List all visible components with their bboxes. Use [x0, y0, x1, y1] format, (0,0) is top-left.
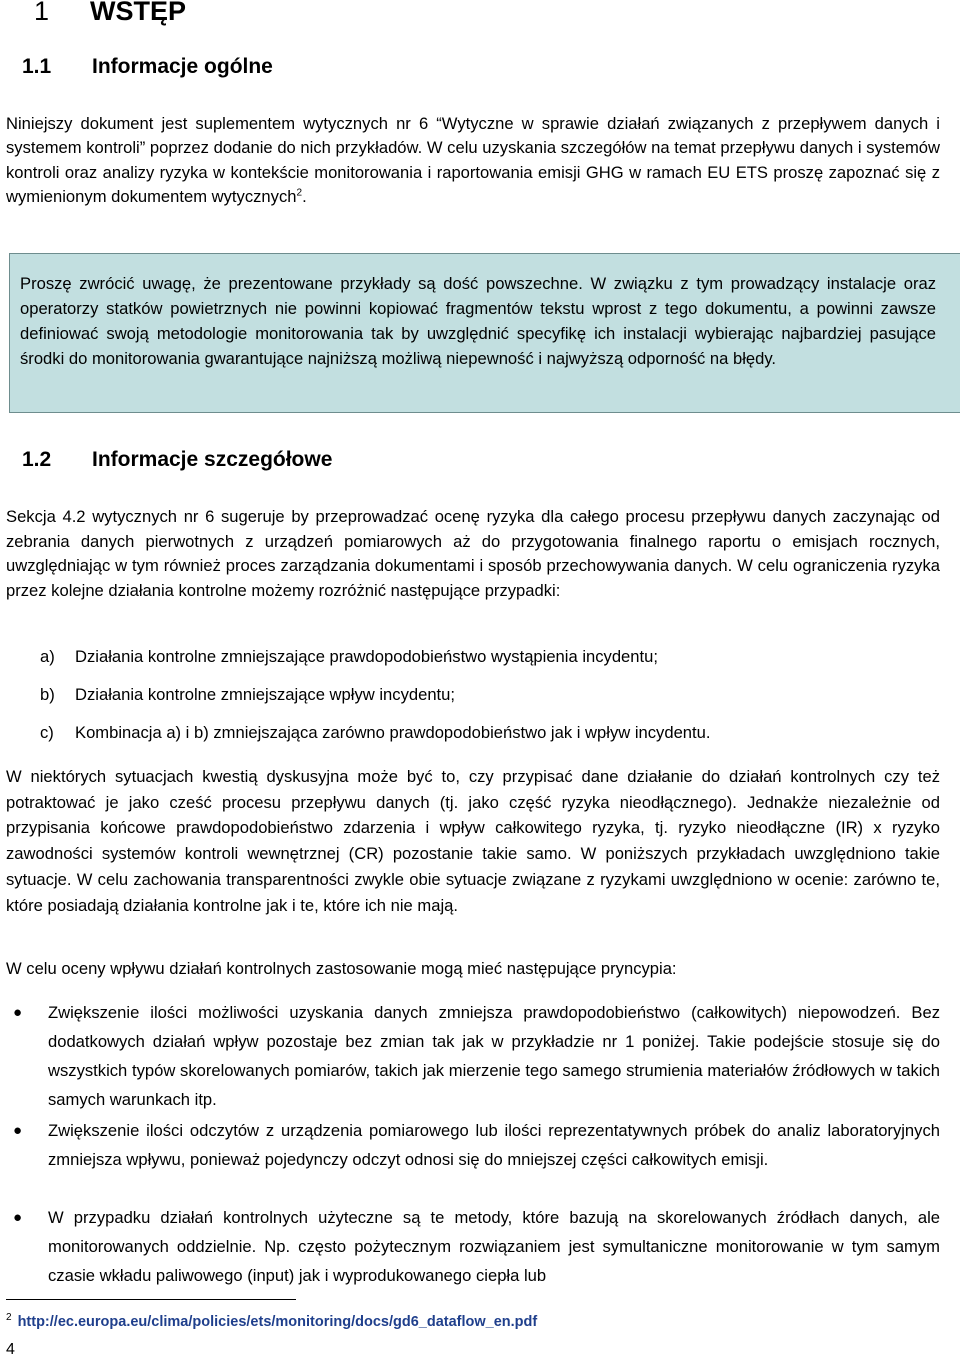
section-title: Informacje szczegółowe — [92, 448, 333, 471]
bullet-icon: ● — [13, 1004, 23, 1021]
bullet-item: ● Zwiększenie ilości odczytów z urządzenia pomiarowego lub ilości reprezentatywnych próbek do analiz laboratoryjnych zmniejsza wpływu, ponieważ pojedynczy odczyt odnosi się do mniejszej części całkowitych emisji. — [6, 1116, 940, 1174]
section-number: 1.2 — [22, 448, 52, 471]
bullet-item: ● Zwiększenie ilości możliwości uzyskania danych zmniejsza prawdopodobieństwo (całkowitych) niepowodzeń. Bez dodatkowych działań wpływ pozostaje bez zmian tak jak w przykładzie nr 1 poniżej. Takie podejście stosuje się do wszystkich typów skorelowanych pomiarów, takich jak mierzenie tego samego strumienia materiałów źródłowych w takich samych warunkach itp. — [6, 998, 940, 1114]
paragraph-control-activities: W niektórych sytuacjach kwestią dyskusyjna może być to, czy przypisać dane działanie do działań kontrolnych czy też potraktować je jako cześć procesu przepływu danych (tj. jako część ryzyka nieodłącznego). Jednakże niezależnie od przypisania końcowe prawdopodobieństwo zdarzenia i wpływ całkowitego ryzyka, tj. ryzyko nieodłączne (IR) x ryzyko zawodności systemów kontroli wewnętrznej (CR) pozostanie takie samo. W poniższych przykładach uwzględniono takie sytuacje. W celu zachowania transparentności zwykle obie sytuacje związane z ryzykami uwzględniono w ocenie: zarówno te, które posiadają działania kontrolne jak i te, które ich nie mają. — [6, 767, 940, 915]
page-number: 4 — [6, 1341, 15, 1358]
paragraph-principles: W celu oceny wpływu działań kontrolnych zastosowanie mogą mieć następujące pryncypia: — [6, 959, 677, 978]
list-item: a) Działania kontrolne zmniejszające prawdopodobieństwo wystąpienia incydentu; — [40, 647, 658, 666]
chapter-number: 1 — [34, 0, 50, 26]
footnote — [6, 1312, 537, 1330]
section-heading-1-2 — [22, 446, 332, 474]
footnote-link[interactable]: http://ec.europa.eu/clima/policies/ets/monitoring/docs/gd6_dataflow_en.pdf — [17, 1313, 538, 1330]
footnote-mark: 2 — [6, 1312, 12, 1323]
footnote-reference[interactable]: 2 — [296, 187, 303, 199]
chapter-heading — [34, 0, 186, 28]
intro-paragraph: Niniejszy dokument jest suplementem wytycznych nr 6 “Wytyczne w sprawie działań związanych z przepływem danych i systemem kontroli” poprzez dodanie do nich przykładów. W celu uzyskania szczegółów na temat przepływu danych i systemów kontroli oraz analizy ryzyka w kontekście monitorowania i raportowania emisji GHG w ramach EU ETS proszę zapoznać się z wymienionym dokumentem wytycznych$^2$. — [6, 114, 940, 206]
paragraph-section-4-2: Sekcja 4.2 wytycznych nr 6 sugeruje by przeprowadzać ocenę ryzyka dla całego procesu przepływu danych zaczynając od zebrania danych pierwotnych z urządzeń pomiarowych aż do przygotowania finalnego raportu o emisjach rocznych, uwzględniając w tym również proces zarządzania dokumentami i sposób przechowywania danych. W celu ograniczenia ryzyka przez kolejne działania kontrolne możemy rozróżnić następujące przypadki: — [6, 507, 940, 600]
bullet-item: ● W przypadku działań kontrolnych użyteczne są te metody, które bazują na skorelowanych źródłach danych, ale monitorowanych oddzielnie. Np. często pożytecznym rozwiązaniem jest symultaniczne monitorowanie w tym samym czasie wkładu paliwowego (input) jak i wyprodukowanego ciepła lub — [6, 1203, 940, 1290]
list-item: c) Kombinacja a) i b) zmniejszająca zarówno prawdopodobieństwo jak i wpływ incydentu. — [40, 723, 711, 742]
bullet-icon: ● — [13, 1122, 23, 1139]
section-number: 1.1 — [22, 55, 52, 78]
section-title: Informacje ogólne — [92, 55, 273, 78]
note-text: Proszę zwrócić uwagę, że prezentowane przykłady są dość powszechne. W związku z tym prowadzący instalacje oraz operatorzy statków powietrznych nie powinni kopiować fragmentów tekstu wprost z tego dokumentu, a powinni zawsze definiować swoją metodologie monitorowania tak by uwzględnić specyfikę ich instalacji wybierając najbardziej pasujące środki do monitorowania gwarantujące najniższą możliwą niepewność i najwyższą odporność na błędy. — [20, 274, 936, 368]
note-box — [9, 253, 960, 413]
section-heading-1-1 — [22, 53, 273, 81]
list-item: b) Działania kontrolne zmniejszające wpływ incydentu; — [40, 685, 455, 704]
footnote-separator — [6, 1299, 296, 1300]
chapter-title: WSTĘP — [90, 0, 187, 26]
bullet-icon: ● — [13, 1209, 23, 1226]
